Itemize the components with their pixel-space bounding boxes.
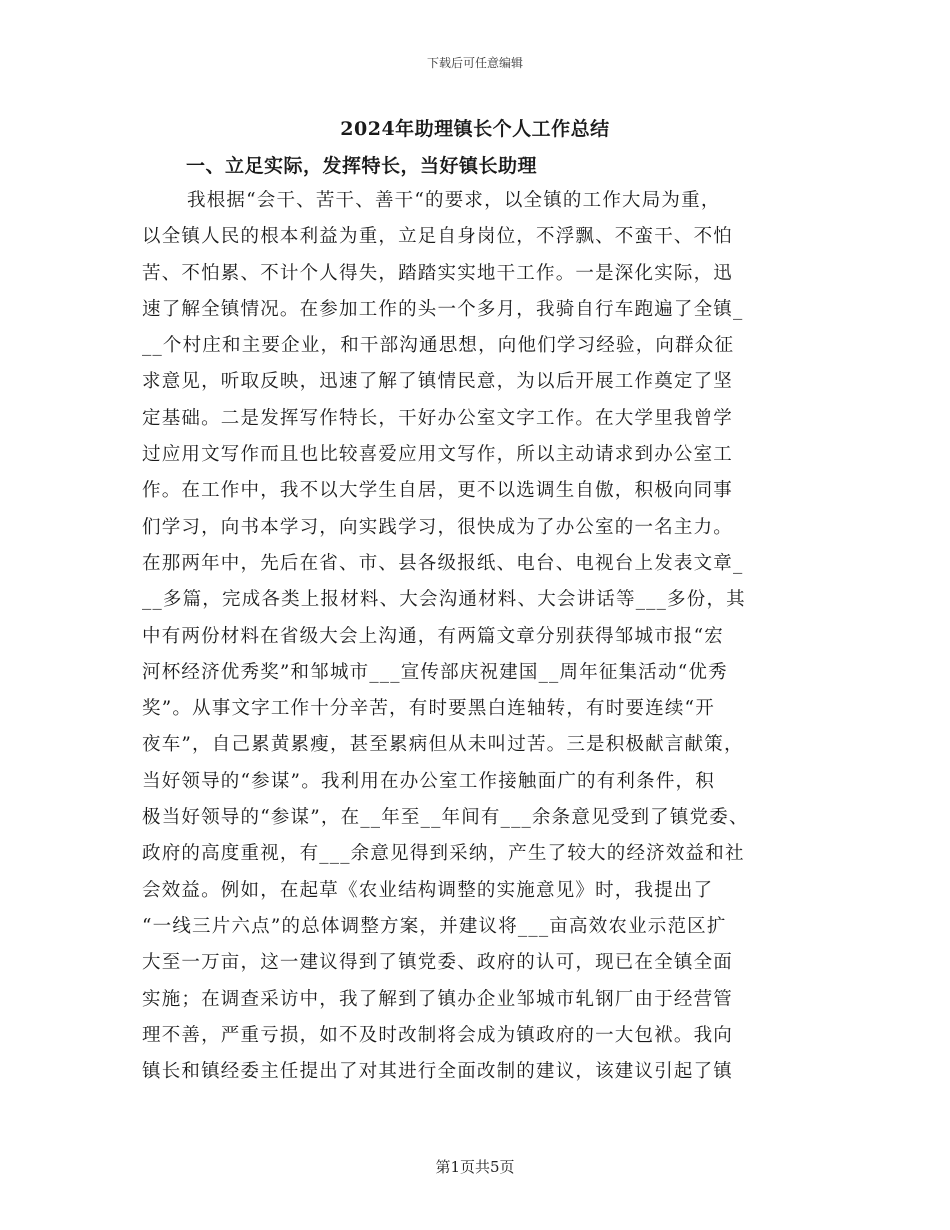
body-line: 速了解全镇情况。在参加工作的头一个多月，我骑自行车跑遍了全镇_: [142, 298, 744, 320]
body-line: 苦、不怕累、不计个人得失，踏踏实实地干工作。一是深化实际，迅: [142, 262, 734, 284]
body-line: 当好领导的“参谋”。我利用在办公室工作接触面广的有利条件，积: [142, 770, 715, 792]
body-line: “一线三片六点”的总体调整方案，并建议将___亩高效农业示范区扩: [142, 915, 727, 937]
body-line: 我根据“会干、苦干、善干“的要求，以全镇的工作大局为重，: [187, 190, 721, 211]
body-line: 定基础。二是发挥写作特长，干好办公室文字工作。在大学里我曾学: [142, 407, 734, 429]
body-text: [142, 183, 822, 1090]
body-line: 奖”。从事文字工作十分辛苦，有时要黑白连轴转，有时要连续“开: [142, 698, 715, 720]
body-line: 理不善，严重亏损，如不及时改制将会成为镇政府的一大包袱。我向: [142, 1024, 734, 1046]
body-line: 中有两份材料在省级大会上沟通，有两篇文章分别获得邹城市报“宏: [142, 625, 724, 647]
body-line: 实施；在调查采访中，我了解到了镇办企业邹城市轧钢厂由于经营管: [142, 988, 734, 1010]
body-line: 作。在工作中，我不以大学生自居，更不以选调生自傲，积极向同事: [142, 480, 734, 502]
body-line: __多篇，完成各类上报材料、大会沟通材料、大会讲话等___多份，其: [142, 589, 746, 611]
body-line: 镇长和镇经委主任提出了对其进行全面改制的建议，该建议引起了镇: [142, 1061, 734, 1083]
body-line: 政府的高度重视，有___余意见得到采纳，产生了较大的经济效益和社: [142, 843, 745, 865]
body-line: 在那两年中，先后在省、市、县各级报纸、电台、电视台上发表文章_: [142, 552, 744, 574]
body-line: 会效益。例如，在起草《农业结构调整的实施意见》时，我提出了: [142, 879, 714, 901]
body-line: 求意见，听取反映，迅速了解了镇情民意，为以后开展工作奠定了坚: [142, 371, 734, 393]
page-header: 下载后可任意编辑: [426, 56, 523, 70]
body-line: 过应用文写作而且也比较喜爱应用文写作，所以主动请求到办公室工: [142, 444, 734, 466]
body-line: 们学习，向书本学习，向实践学习，很快成为了办公室的一名主力。: [142, 516, 734, 538]
page-number-footer: 第1页共5页: [435, 1158, 515, 1176]
document-title: 2024年助理镇长个人工作总结: [340, 118, 610, 140]
body-line: 极当好领导的“参谋”，在__年至__年间有___余条意见受到了镇党委、: [142, 807, 749, 829]
body-line: 大至一万亩，这一建议得到了镇党委、政府的认可，现已在全镇全面: [142, 952, 734, 974]
body-line: 河杯经济优秀奖”和邹城市___宣传部庆祝建国__周年征集活动“优秀: [142, 661, 728, 683]
section-heading: 一、立足实际，发挥特长，当好镇长助理: [186, 155, 538, 177]
body-line: 以全镇人民的根本利益为重，立足自身岗位，不浮飘、不蛮干、不怕: [142, 226, 734, 248]
body-line: 夜车”，自己累黄累瘦，甚至累病但从未叫过苦。三是积极献言献策，: [142, 734, 744, 756]
body-line: __个村庄和主要企业，和干部沟通思想，向他们学习经验，向群众征: [142, 335, 735, 357]
